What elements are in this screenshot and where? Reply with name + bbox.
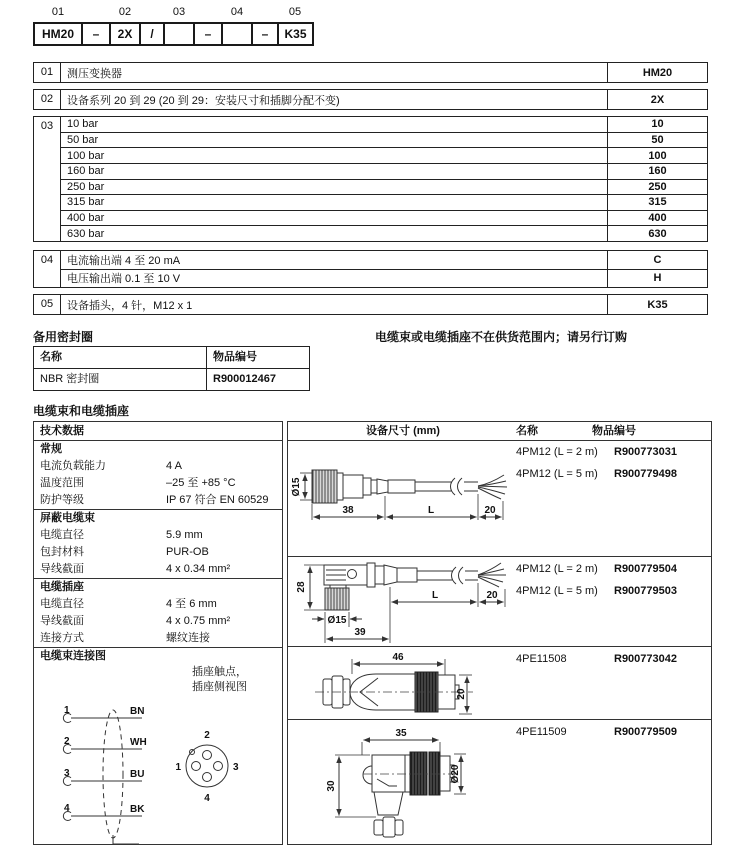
knurled-nut	[325, 588, 349, 610]
table-row	[61, 210, 707, 226]
drawing-angled-connector-cable	[288, 557, 528, 647]
group-header-cable-socket: 电缆插座	[34, 578, 282, 596]
oc-cell: –	[251, 24, 277, 44]
table-row	[61, 225, 707, 241]
desc-cell: 设备插头，4 针，M12 x 1	[67, 299, 193, 312]
table-row	[61, 251, 707, 269]
frayed-wire-ends	[478, 475, 507, 499]
wire-pin-number: 3	[64, 768, 70, 779]
col-header-part: 物品编号	[213, 351, 257, 363]
tech-value: 5.9 mm	[166, 529, 203, 541]
oc-cell: 2X	[109, 24, 139, 44]
col-header-name: 名称	[516, 425, 538, 437]
dim-label-35: 35	[395, 728, 407, 739]
code-table-01	[33, 62, 708, 83]
tech-row	[34, 475, 282, 492]
oc-cell: HM20	[41, 27, 74, 41]
pin-number-right: 3	[233, 762, 239, 773]
dim-label-20: 20	[484, 505, 496, 516]
ordering-code-cells	[33, 22, 314, 46]
table-header-row	[34, 347, 309, 369]
oc-cell	[221, 24, 251, 44]
drawing-straight-connector-cable	[288, 468, 528, 528]
code-cell: C	[607, 251, 707, 269]
knurled-ring	[429, 752, 440, 795]
position-number: 04	[34, 251, 61, 287]
device-dimensions-panel	[287, 421, 712, 845]
frayed-wire-ends	[478, 563, 506, 587]
table-row	[61, 179, 707, 195]
diagram-caption	[192, 665, 247, 695]
connector-face	[175, 730, 239, 804]
shield-lead	[113, 835, 139, 844]
code-cell: 100	[607, 148, 707, 163]
tech-value: IP 67 符合 EN 60529	[166, 494, 269, 506]
drawing-straight-plug	[288, 647, 528, 720]
code-cell: 250	[607, 180, 707, 195]
dim-label-30: 30	[326, 780, 337, 792]
oc-cell: –	[193, 24, 221, 44]
tech-value: 4 x 0.75 mm²	[166, 615, 231, 627]
tech-label: 包封材料	[40, 546, 84, 558]
item-part-number: R900779509	[614, 726, 678, 738]
tech-value: 4 至 6 mm	[166, 598, 217, 610]
col-header-dimensions: 设备尺寸 (mm)	[366, 425, 440, 437]
spare-seals-table	[33, 346, 310, 391]
oc-cell	[163, 24, 193, 44]
code-cell: 400	[607, 211, 707, 226]
wire-2	[63, 736, 146, 754]
item-part-number: R900779503	[614, 585, 678, 597]
wire-pin-number: 1	[64, 705, 70, 716]
accessories-note: 电缆束或电缆插座不在供货范围内；请另行订购	[375, 330, 628, 344]
oc-position-label: 01	[51, 6, 65, 18]
pin-1-hole	[192, 762, 201, 771]
cable-gland-hex	[374, 817, 403, 837]
tech-row	[34, 492, 282, 509]
item-part-number: R900773042	[614, 653, 678, 665]
dim-label-diameter: Ø15	[327, 615, 347, 626]
pin-3-hole	[214, 762, 223, 771]
spare-seals-title: 备用密封圈	[33, 330, 94, 344]
item-part-number: R900773031	[614, 446, 678, 458]
desc-cell: 电压输出端 0.1 至 10 V	[67, 273, 181, 286]
caption-line: 插座侧视图	[192, 681, 247, 693]
tech-label: 电缆直径	[40, 598, 84, 610]
table-row	[61, 163, 707, 179]
tech-label: 防护等级	[40, 494, 84, 506]
wire-color-label: WH	[130, 737, 147, 748]
desc-cell: 100 bar	[67, 149, 105, 162]
wire-color-label: BN	[130, 706, 145, 717]
desc-cell: 160 bar	[67, 165, 105, 178]
dim-label-L: L	[431, 590, 439, 601]
pin-number-bottom: 4	[204, 793, 210, 804]
tech-value: 4 x 0.34 mm²	[166, 563, 231, 575]
dim-block-4pm12-straight	[288, 440, 711, 556]
code-cell: H	[607, 270, 707, 288]
item-name: 4PM12 (L = 5 m)	[516, 585, 598, 597]
table-row	[61, 147, 707, 163]
tech-value: –25 至 +85 °C	[166, 477, 236, 489]
pin-4-hole	[203, 773, 212, 782]
wire-pin-number: 4	[64, 803, 70, 814]
code-table-03	[33, 116, 708, 242]
item-name: 4PM12 (L = 2 m)	[516, 446, 598, 458]
tech-value: 螺纹连接	[166, 632, 210, 644]
wire-3	[63, 768, 144, 786]
oc-cell: K35	[277, 24, 312, 44]
group-header-general: 常规	[40, 443, 62, 455]
dim-label-L: L	[427, 505, 435, 516]
wiring-diagram	[34, 694, 282, 846]
pin-2-hole	[203, 751, 212, 760]
tech-value: 4 A	[166, 460, 182, 472]
item-part-number: R900779498	[614, 468, 678, 480]
desc-cell: 50 bar	[67, 133, 99, 146]
tech-row	[34, 561, 282, 578]
desc-cell: 250 bar	[67, 180, 105, 193]
oc-position-label: 04	[230, 6, 244, 18]
dim-label-20: 20	[486, 590, 498, 601]
knurled-nut	[312, 470, 337, 503]
col-header-name: 名称	[34, 347, 207, 368]
code-cell: 630	[607, 226, 707, 241]
position-number: 02	[34, 90, 61, 109]
oc-cell: –	[81, 24, 109, 44]
pin-number-top: 2	[204, 730, 210, 741]
oc-position-label: 03	[172, 6, 186, 18]
wire-color-label: BK	[130, 804, 145, 815]
table-row	[61, 63, 707, 82]
tech-label: 导线截面	[40, 615, 84, 627]
ordering-code	[33, 6, 323, 50]
code-cell: HM20	[607, 63, 707, 82]
code-table-02	[33, 89, 708, 110]
code-cell: 2X	[607, 90, 707, 109]
desc-cell: 315 bar	[67, 196, 105, 209]
table-row	[61, 132, 707, 148]
cable-section-title: 电缆束和电缆插座	[33, 404, 130, 418]
tech-label: 电流负载能力	[40, 460, 106, 472]
oc-position-label: 02	[118, 6, 132, 18]
tech-row	[34, 630, 282, 647]
technical-data-table	[33, 421, 283, 845]
tech-row	[34, 596, 282, 613]
tech-row	[34, 613, 282, 630]
tech-value: PUR-OB	[166, 546, 209, 558]
tech-label: 温度范围	[40, 477, 84, 489]
code-cell: 160	[607, 164, 707, 179]
tech-label: 连接方式	[40, 632, 84, 644]
table-row	[61, 194, 707, 210]
oc-cell: /	[139, 24, 163, 44]
table-row	[61, 117, 707, 132]
knurled-ring	[410, 752, 427, 795]
group-header-connection-diagram: 电缆束连接图	[34, 647, 282, 665]
catalog-item	[288, 443, 711, 461]
code-cell: 50	[607, 133, 707, 148]
position-number: 03	[34, 117, 61, 241]
tech-row	[34, 544, 282, 561]
desc-cell: 630 bar	[67, 227, 105, 240]
dim-label-28: 28	[296, 581, 307, 593]
code-table-04	[33, 250, 708, 288]
wire-1	[63, 705, 144, 723]
tech-label: 导线截面	[40, 563, 84, 575]
group-header-shielded-cable: 屏蔽电缆束	[34, 509, 282, 527]
dim-block-4pe11509	[288, 719, 711, 847]
code-cell: 315	[607, 195, 707, 210]
dim-label-diameter: Ø15	[291, 477, 302, 497]
pin-number-left: 1	[175, 762, 181, 773]
caption-line: 插座触点，	[192, 666, 247, 678]
seal-name: NBR 密封圈	[34, 369, 207, 390]
panel-header	[288, 422, 711, 441]
position-number: 05	[34, 295, 61, 314]
dim-block-4pm12-angled	[288, 556, 711, 647]
position-number: 01	[34, 63, 61, 82]
table-row	[61, 269, 707, 288]
dim-label-20: 20	[456, 688, 467, 700]
code-cell: K35	[607, 295, 707, 314]
wire-pin-number: 2	[64, 736, 70, 747]
oc-position-label: 05	[288, 6, 302, 18]
desc-cell: 设备系列 20 到 29 (20 到 29：安装尺寸和插脚分配不变)	[67, 94, 340, 107]
table-row	[34, 369, 309, 390]
col-header-part: 物品编号	[592, 425, 636, 437]
desc-cell: 10 bar	[67, 118, 99, 131]
tech-row	[34, 458, 282, 475]
code-cell: 10	[607, 117, 707, 132]
dim-label-46: 46	[392, 652, 404, 663]
desc-cell: 电流输出端 4 至 20 mA	[67, 254, 181, 267]
drawing-angled-plug	[288, 722, 528, 847]
desc-cell: 400 bar	[67, 212, 105, 225]
item-part-number: R900779504	[614, 563, 678, 575]
cable-shield-ellipse	[103, 710, 123, 838]
tech-label: 电缆直径	[40, 529, 84, 541]
seal-part-number: R900012467	[213, 373, 277, 385]
item-name: 4PE11509	[516, 726, 567, 738]
dim-label-39: 39	[354, 627, 366, 638]
item-name: 4PE11508	[516, 653, 567, 665]
dim-block-4pe11508	[288, 646, 711, 720]
wire-color-label: BU	[130, 769, 145, 780]
desc-cell: 测压变换器	[67, 67, 122, 80]
item-name: 4PM12 (L = 5 m)	[516, 468, 598, 480]
code-table-05	[33, 294, 708, 315]
item-name: 4PM12 (L = 2 m)	[516, 563, 598, 575]
table-row	[61, 295, 707, 314]
tech-row	[34, 527, 282, 544]
dim-label-38: 38	[342, 505, 354, 516]
dim-label-diameter: Ø20	[450, 764, 461, 784]
tech-table-header: 技术数据	[34, 422, 282, 441]
table-row	[61, 90, 707, 109]
